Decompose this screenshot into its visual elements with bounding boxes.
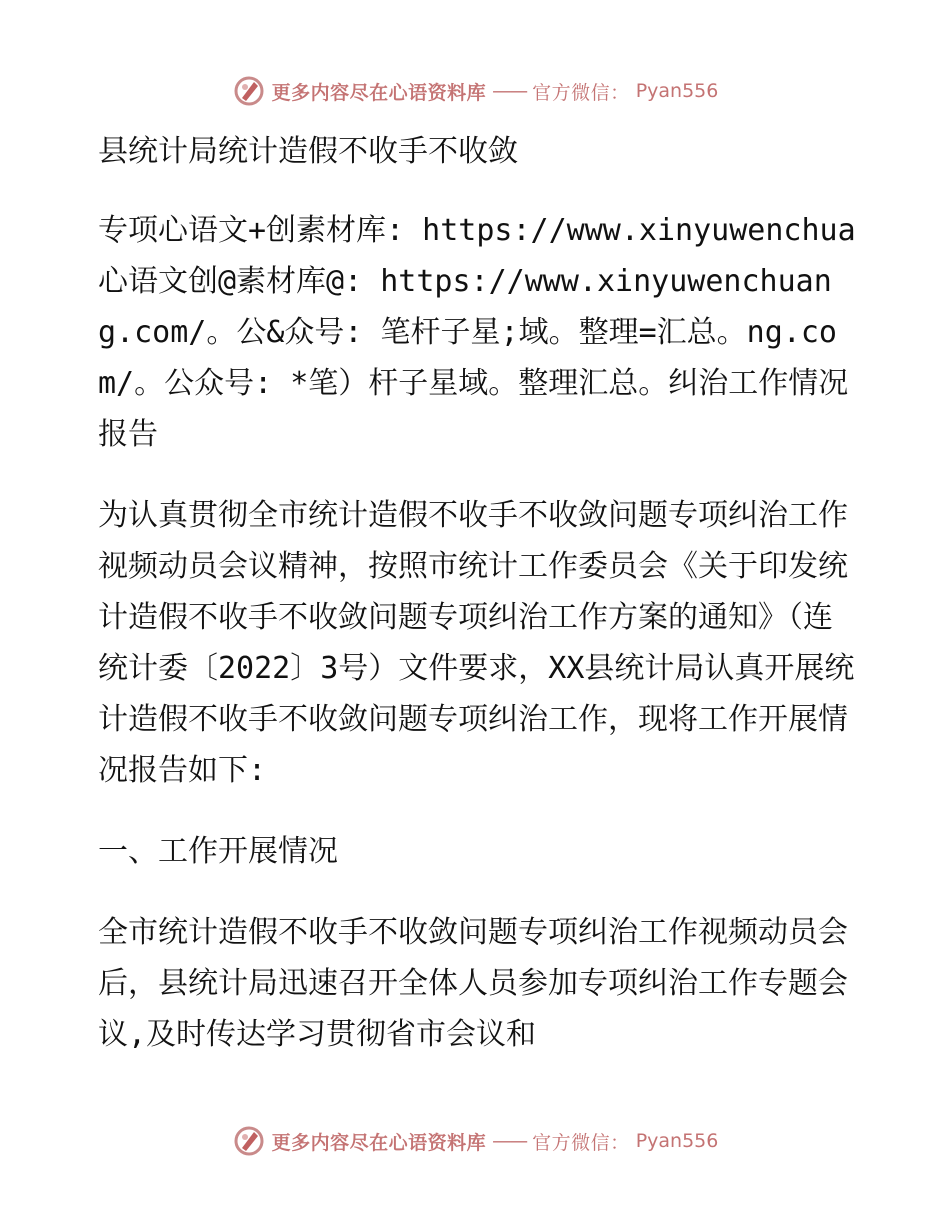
paragraph-intro: 专项心语文+创素材库: https://www.xinyuwenchua 心语文创@素材库@: https://www.xinyuwenchuang.com/。公&众号: 笔杆子星;域。整理=汇总。ng.com/。公众号: *笔）杆子星域。整理汇总。纠治工作情况报告 <box>98 213 856 452</box>
header-watermark <box>0 74 950 108</box>
watermark-id: Pyan556 <box>635 80 719 102</box>
watermark-id: Pyan556 <box>635 1130 719 1152</box>
watermark-separator: —— <box>492 80 527 102</box>
watermark-suffix: 官方微信： <box>532 1131 630 1154</box>
paragraph-purpose: 为认真贯彻全市统计造假不收手不收敛问题专项纠治工作视频动员会议精神，按照市统计工作委员会《关于印发统计造假不收手不收敛问题专项纠治工作方案的通知》（连统计委〔2022〕3号）文件要求，XX县统计局认真开展统计造假不收手不收敛问题专项纠治工作，现将工作开展情况报告如下: <box>98 498 855 788</box>
section-heading: 一、工作开展情况 <box>98 834 338 869</box>
watermark-separator: —— <box>492 1130 527 1152</box>
paragraph-work: 全市统计造假不收手不收敛问题专项纠治工作视频动员会后，县统计局迅速召开全体人员参加专项纠治工作专题会议,及时传达学习贯彻省市会议和 <box>98 915 848 1052</box>
document-body <box>98 126 858 1090</box>
watermark-title: 更多内容尽在心语资料库 <box>271 81 487 104</box>
document-title: 县统计局统计造假不收手不收敛 <box>98 134 518 169</box>
brand-logo-icon <box>232 74 266 108</box>
watermark-suffix: 官方微信： <box>532 81 630 104</box>
footer-watermark <box>0 1124 950 1158</box>
brand-logo-icon <box>232 1124 266 1158</box>
watermark-title: 更多内容尽在心语资料库 <box>271 1131 487 1154</box>
